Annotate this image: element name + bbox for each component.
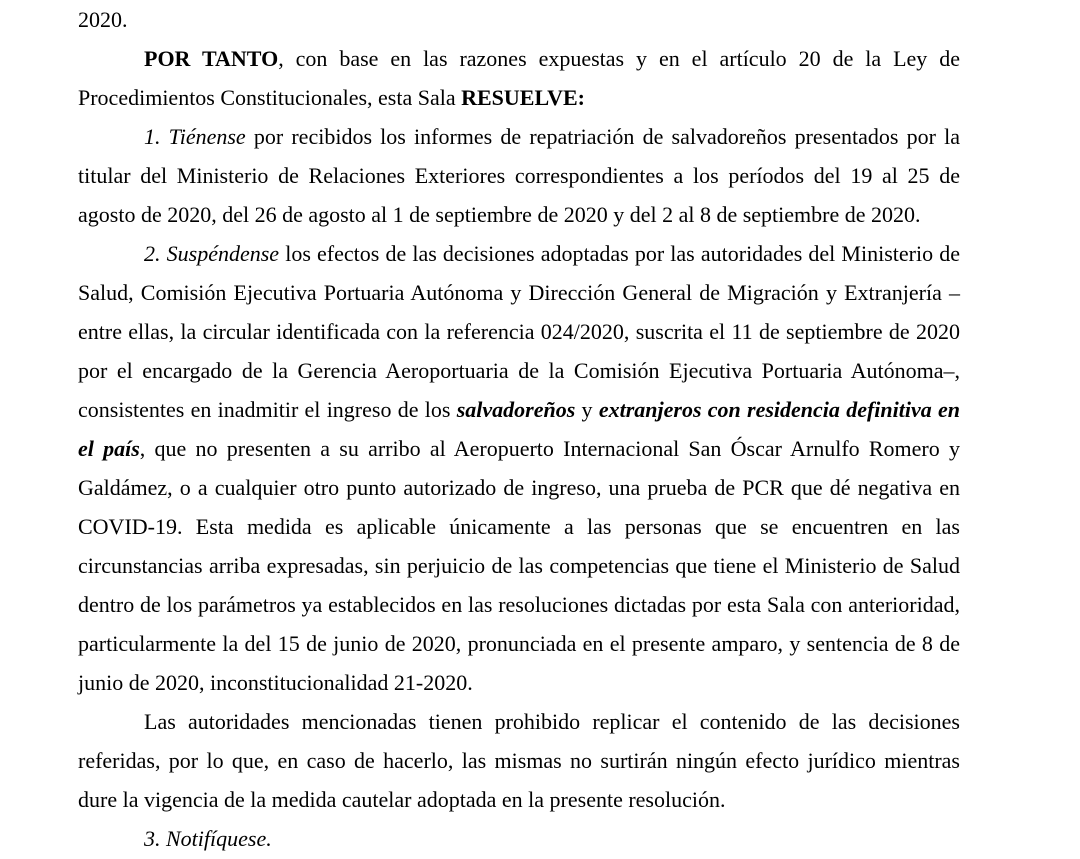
text-run-italic: 3. Notifíquese. — [144, 826, 272, 851]
paragraph-resolution-2 — [78, 234, 960, 702]
text-run-italic: 1. Tiénense — [144, 124, 246, 149]
text-run: Las autoridades mencionadas tienen prohibido replicar el contenido de las decisiones referidas, por lo que, en caso de hacerlo, las mismas no surtirán ningún efecto jurídico mientras dure la vigencia de la medida cautelar adoptada en la presente resolución. — [78, 709, 960, 812]
paragraph-continuation — [78, 0, 960, 39]
text-run: , que no presenten a su arribo al Aeropuerto Internacional San Óscar Arnulfo Romero y Galdámez, o a cualquier otro punto autorizado de ingreso, una prueba de PCR que dé negativa en COVID-19. Esta medida es aplicable únicamente a las personas que se encuentren en las circunstancias arriba expresadas, sin perjuicio de las competencias que tiene el Ministerio de Salud dentro de los parámetros ya establecidos en las resoluciones dictadas por esta Sala con anterioridad, particularmente la del 15 de junio de 2020, pronunciada en el presente amparo, y sentencia de 8 de junio de 2020, inconstitucionalidad 21-2020. — [78, 436, 960, 695]
text-run: 2020. — [78, 7, 128, 32]
text-run-bold-italic: extranjeros con residencia definitiva en el país — [78, 397, 961, 461]
paragraph-notifiquese — [78, 819, 960, 858]
paragraph-prohibition — [78, 702, 960, 819]
text-run: y — [575, 397, 599, 422]
text-run: por recibidos los informes de repatriación de salvadoreños presentados por la titular del Ministerio de Relaciones Exteriores correspondientes a los períodos del 19 al 25 de agosto de 2020, del 26 de agosto al 1 de septiembre de 2020 y del 2 al 8 de septiembre de 2020. — [78, 124, 960, 227]
paragraph-por-tanto — [78, 39, 960, 117]
text-run: los efectos de las decisiones adoptadas por las autoridades del Ministerio de Salud, Comisión Ejecutiva Portuaria Autónoma y Dirección General de Migración y Extranjería –entre ellas, la circular identificada con la referencia 024/2020, suscrita el 11 de septiembre de 2020 por el encargado de la Gerencia Aeroportuaria de la Comisión Ejecutiva Portuaria Autónoma–, consistentes en inadmitir el ingreso de los — [78, 241, 960, 422]
text-run-italic: 2. Suspéndense — [144, 241, 280, 266]
text-run-bold-italic: salvadoreños — [456, 397, 576, 422]
text-run: , con base en las razones expuestas y en el artículo 20 de la Ley de Procedimientos Constitucionales, esta Sala — [78, 46, 960, 110]
paragraph-resolution-1 — [78, 117, 960, 234]
text-run-bold: POR TANTO — [144, 46, 279, 71]
text-run-bold: RESUELVE: — [461, 85, 586, 110]
